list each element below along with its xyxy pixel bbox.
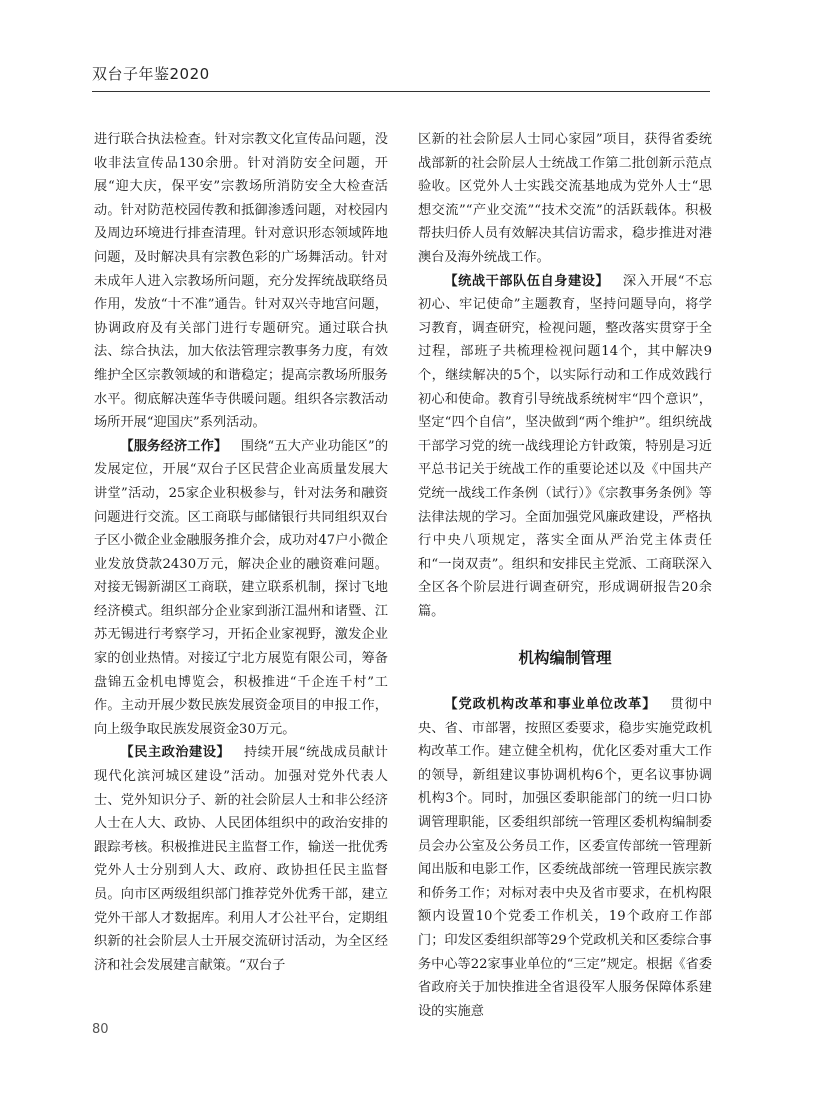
page-number: 80 bbox=[92, 1022, 109, 1037]
paragraph-democratic-politics bbox=[94, 741, 388, 977]
subhead-economic-service: 【服务经济工作】 bbox=[120, 438, 228, 454]
section-heading: 机构编制管理 bbox=[518, 649, 612, 668]
paragraph-institutional-reform bbox=[418, 693, 712, 1023]
body-cadre-building: 深入开展“不忘初心、牢记使命”主题教育，坚持问题导向，将学习教育，调查研究，检视问题，整改落实贯穿于全过程，部班子共梳理检视问题14个，其中解决9个，继续解决的5个，以实际行动和工作成效践行初心和使命。教育引导统战系统树牢“四个意识”，坚定“四个自信”，坚决做到“两个维护”。组织统战干部学习党的统一战线理论方针政策，特别是习近平总书记关于统战工作的重要论述以及《中国共产党统一战线工作条例（试行）》《宗教事务条例》等法律法规的学习。全面加强党风廉政建设，严格执行中央八项规定，落实全面从严治党主体责任和“一岗双责”。组织和安排民主党派、工商联深入全区各个阶层进行调查研究，形成调研报告20余篇。 bbox=[418, 273, 713, 619]
left-column bbox=[94, 128, 388, 977]
paragraph-cadre-building bbox=[418, 270, 712, 624]
header-rule bbox=[92, 91, 710, 92]
running-header-title: 双台子年鉴2020 bbox=[92, 65, 210, 83]
subhead-institutional-reform: 【党政机构改革和事业单位改革】 bbox=[444, 697, 657, 713]
right-column bbox=[418, 128, 712, 1023]
subhead-democratic-politics: 【民主政治建设】 bbox=[120, 745, 231, 761]
body-institutional-reform: 贯彻中央、省、市部署，按照区委要求，稳步实施党政机构改革工作。建立健全机构，优化区委对重大工作的领导，新组建议事协调机构6个，更名议事协调机构3个。同时，加强区委职能部门的统一归口协调管理职能，区委组织部统一管理区委机构编制委员会办公室及公务员工作，区委宣传部统一管理新闻出版和电影工作，区委统战部统一管理民族宗教和侨务工作；对标对表中央及省市要求，在机构限额内设置10个党委工作机关，19个政府工作部门；印发区委组织部等29个党政机关和区委综合事务中心等22家事业单位的“三定”规定。根据《省委省政府关于加快推进全省退役军人服务保障体系建设的实施意 bbox=[418, 697, 713, 1019]
paragraph-social-strata: 区新的社会阶层人士同心家园”项目，获得省委统战部新的社会阶层人士统战工作第二批创新示范点验收。区党外人士实践交流基地成为党外人士“思想交流”“产业交流”“技术交流”的活跃载体。积极帮扶归侨人员有效解决其信访需求，稳步推进对港澳台及海外统战工作。 bbox=[418, 132, 712, 265]
paragraph-economic-service bbox=[94, 435, 388, 742]
body-democratic-politics: 持续开展“统战成员献计现代化滨河城区建设”活动。加强对党外代表人士、党外知识分子、新的社会阶层人士和非公经济人士在人大、政协、人民团体组织中的政治安排的跟踪考核。积极推进民主监督工作，输送一批优秀党外人士分别到人大、政府、政协担任民主监督员。向市区两级组织部门推荐党外优秀干部，建立党外干部人才数据库。利用人才公社平台，定期组织新的社会阶层人士开展交流研讨活动，为全区经济和社会发展建言献策。“双台子 bbox=[94, 745, 388, 973]
body-economic-service: 围绕“五大产业功能区”的发展定位，开展“双台子区民营企业高质量发展大讲堂”活动，25家企业积极参与，针对法务和融资问题进行交流。区工商联与邮储银行共同组织双台子区小微企业金融服务推介会，成功对47户小微企业发放贷款2430万元，解决企业的融资难问题。对接无锡新湖区工商联，建立联系机制，探讨飞地经济模式。组织部分企业家到浙江温州和诸暨、江苏无锡进行考察学习，开拓企业家视野，激发企业家的创业热情。对接辽宁北方展览有限公司，筹备盘锦五金机电博览会，积极推进“千企连千村”工作。主动开展少数民族发展资金项目的申报工作，向上级争取民族发展资金30万元。 bbox=[94, 438, 389, 737]
paragraph-religious-affairs: 进行联合执法检查。针对宗教文化宣传品问题，没收非法宣传品130余册。针对消防安全问题，开展“迎大庆，保平安”宗教场所消防安全大检查活动。针对防范校园传教和抵御渗透问题，对校园内及周边环境进行排查清理。针对意识形态领域阵地问题，及时解决具有宗教色彩的广场舞活动。针对未成年人进入宗教场所问题，充分发挥统战联络员作用，发放“十不准”通告。针对双兴寺地宫问题，协调政府及有关部门进行专题研究。通过联合执法、综合执法，加大依法管理宗教事务力度，有效维护全区宗教领域的和谐稳定；提高宗教场所服务水平。彻底解决莲华寺供暖问题。组织各宗教活动场所开展“迎国庆”系列活动。 bbox=[94, 132, 388, 431]
subhead-cadre-building: 【统战干部队伍自身建设】 bbox=[444, 273, 610, 289]
